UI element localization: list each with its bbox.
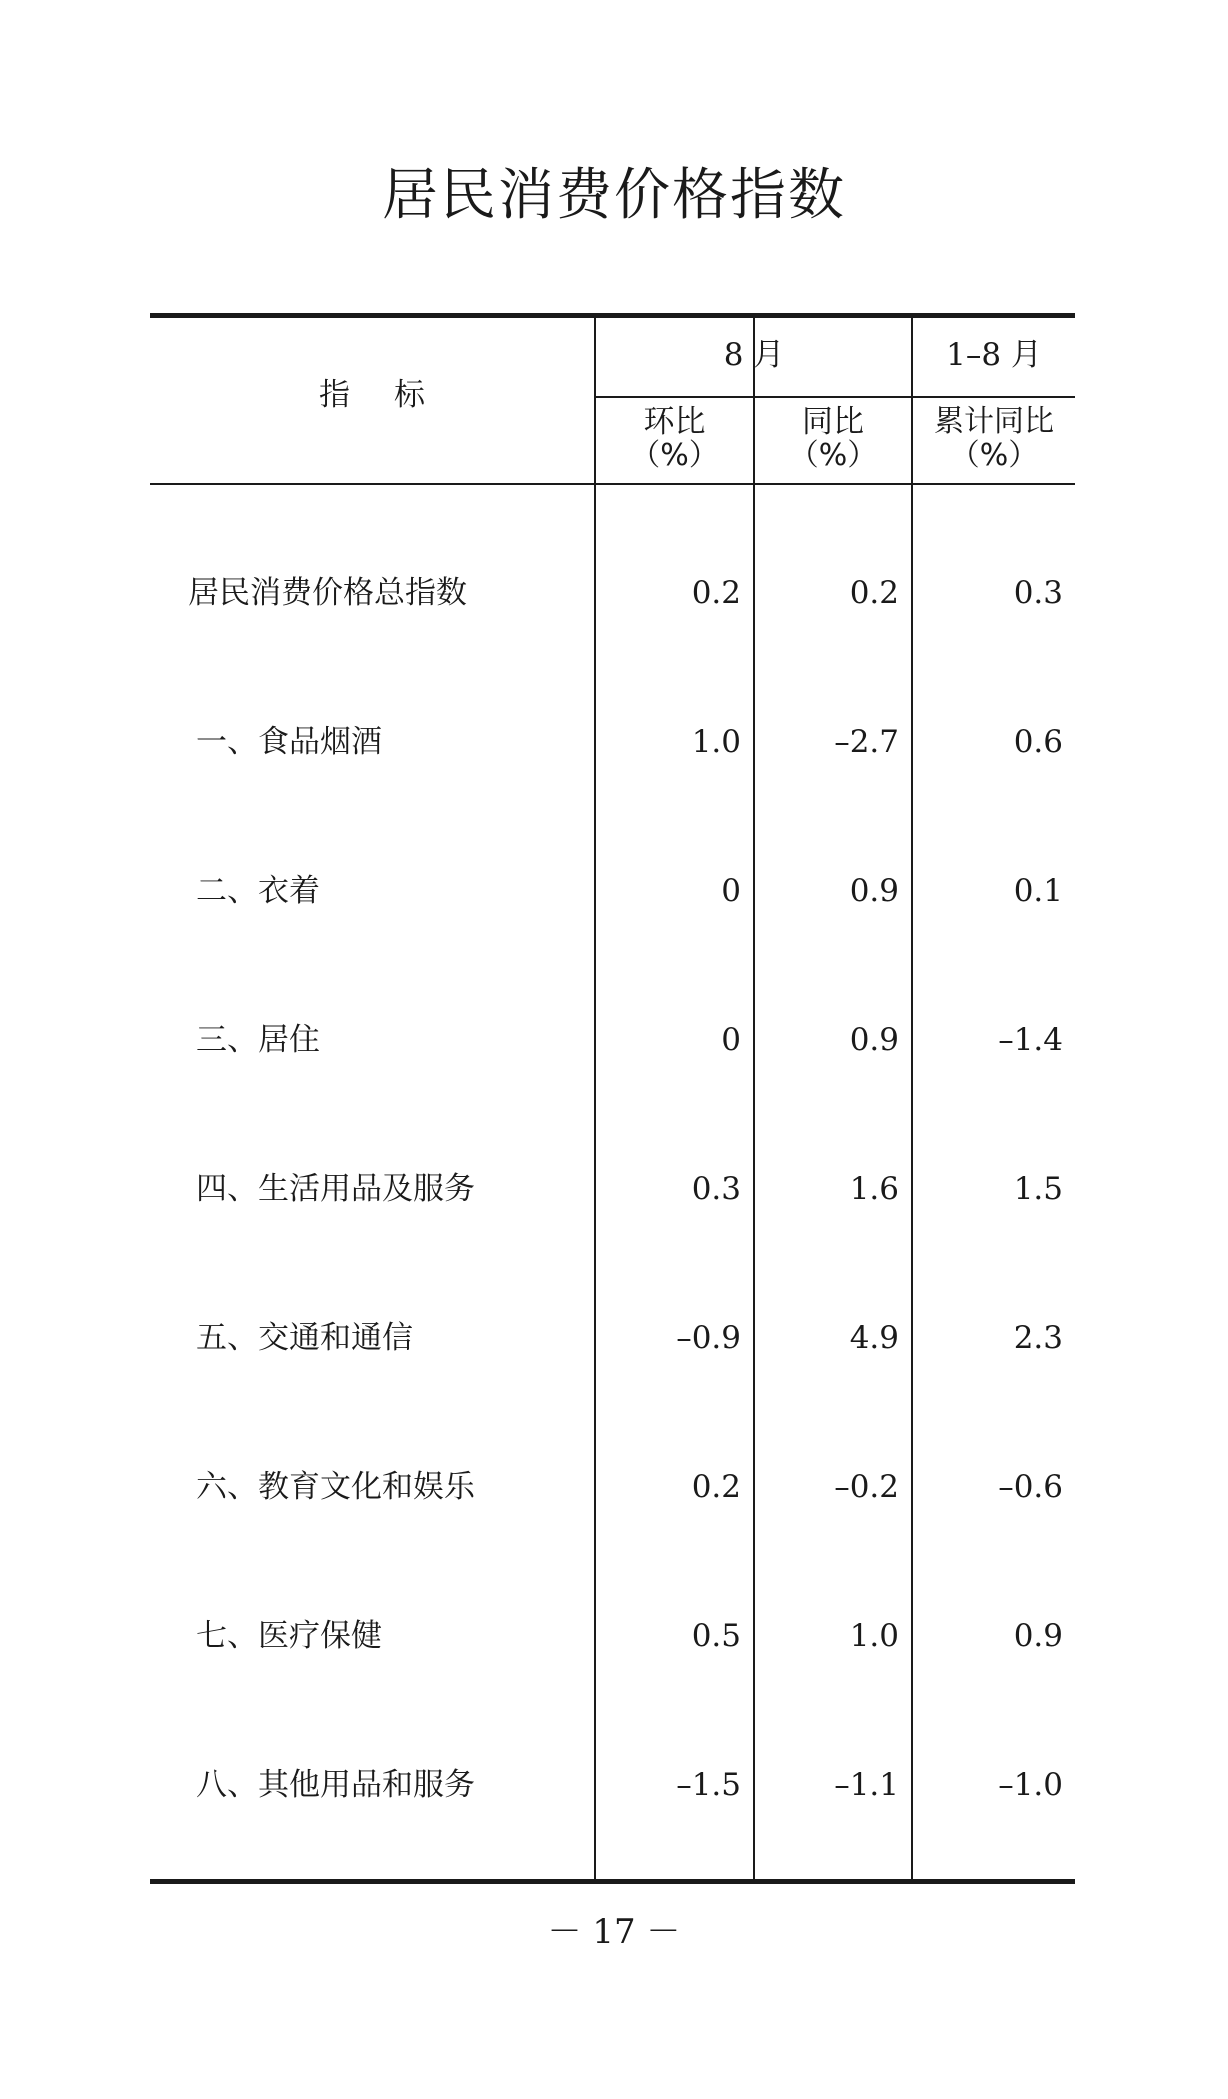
header-month-group: 8 月 (723, 337, 785, 373)
row-value-ytd: 1.5 (1013, 1171, 1063, 1207)
row-value-mom: 0.2 (691, 575, 741, 611)
row-label: 四、生活用品及服务 (196, 1171, 475, 1207)
row-value-mom: 0 (721, 1022, 741, 1058)
row-value-yoy: 0.2 (849, 575, 899, 611)
subheader-rule (594, 396, 1075, 398)
header-mom (596, 405, 753, 473)
row-label: 八、其他用品和服务 (196, 1767, 475, 1803)
header-ytd-unit: （%） (949, 438, 1039, 473)
row-value-ytd: 0.9 (1013, 1618, 1063, 1654)
row-value-mom: –1.5 (676, 1767, 741, 1803)
row-label: 二、衣着 (196, 873, 320, 909)
row-value-mom: 0.2 (691, 1469, 741, 1505)
row-value-mom: 1.0 (691, 724, 741, 760)
header-ytd-label: 累计同比 (934, 404, 1054, 439)
page-title: 居民消费价格指数 (382, 163, 846, 228)
row-value-mom: –0.9 (676, 1320, 741, 1356)
table-header-rule (150, 483, 1075, 485)
row-value-yoy: –1.1 (834, 1767, 899, 1803)
page-number: － 17 － (547, 1912, 681, 1952)
row-label: 六、教育文化和娱乐 (196, 1469, 475, 1505)
row-value-yoy: –2.7 (834, 724, 899, 760)
row-value-ytd: 0.3 (1013, 575, 1063, 611)
header-ytd-group: 1–8 月 (946, 337, 1042, 373)
row-label: 三、居住 (196, 1022, 320, 1058)
row-value-ytd: 0.6 (1013, 724, 1063, 760)
row-value-yoy: 4.9 (849, 1320, 899, 1356)
row-label: 七、医疗保健 (196, 1618, 382, 1654)
table-top-rule (150, 313, 1075, 318)
table-bottom-rule (150, 1879, 1075, 1884)
header-mom-unit: （%） (630, 438, 719, 473)
row-value-ytd: –1.0 (998, 1767, 1063, 1803)
row-value-yoy: –0.2 (834, 1469, 899, 1505)
row-value-yoy: 0.9 (849, 1022, 899, 1058)
header-yoy-unit: （%） (788, 438, 878, 473)
row-value-mom: 0.3 (691, 1171, 741, 1207)
row-value-yoy: 0.9 (849, 873, 899, 909)
row-label: 一、食品烟酒 (196, 724, 382, 760)
row-value-yoy: 1.0 (849, 1618, 899, 1654)
row-value-ytd: 2.3 (1013, 1320, 1063, 1356)
row-value-ytd: –0.6 (998, 1469, 1063, 1505)
row-value-ytd: 0.1 (1013, 873, 1063, 909)
row-value-ytd: –1.4 (998, 1022, 1063, 1058)
row-value-yoy: 1.6 (849, 1171, 899, 1207)
header-indicator: 指标 (319, 377, 469, 413)
row-value-mom: 0 (721, 873, 741, 909)
header-yoy-label: 同比 (802, 404, 864, 440)
header-mom-label: 环比 (643, 404, 706, 440)
cpi-table (150, 313, 1075, 1884)
header-yoy (755, 405, 911, 473)
header-ytd (913, 405, 1075, 473)
row-label: 居民消费价格总指数 (188, 575, 467, 611)
row-value-mom: 0.5 (691, 1618, 741, 1654)
row-label: 五、交通和通信 (196, 1320, 413, 1356)
